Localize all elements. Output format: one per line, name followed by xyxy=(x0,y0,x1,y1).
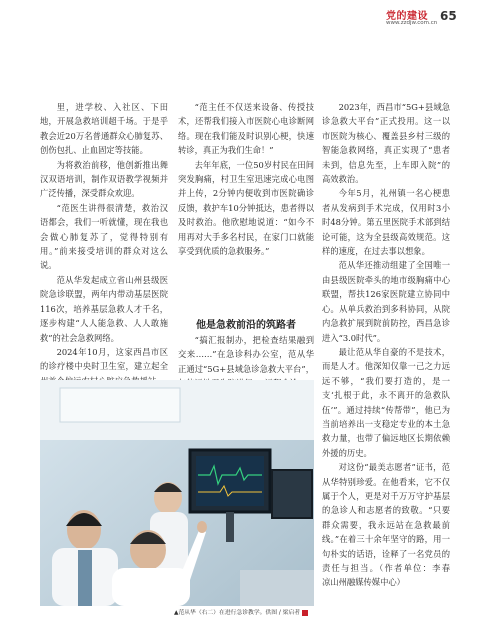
paragraph: 2023年，西昌市“5G+县域急诊急救大平台”正式投用。这一以市医院为核心、覆盖县乡村三级的智能急救网络，真正实现了“患者未到，信息先至，上车即入院”的高效救治。 xyxy=(322,102,450,185)
teaching-photo xyxy=(40,380,314,606)
paragraph: 范从华还推动组建了全国唯一由县级医院牵头的地市级胸痛中心联盟，帮扶126家医院建立协同中心。从单兵救治到多科协同，从院内急救扩展到院前防控，西昌急诊进入“3.0时代”。 xyxy=(322,260,450,343)
paragraph: 里，进学校、入社区、下田地，开展急救培训超千场。于是乎教会近20万名普通群众心肺复苏、创伤包扎、止血固定等技能。 xyxy=(40,102,168,156)
magazine-url: www.zzdjw.com.cn xyxy=(386,20,438,26)
paragraph: 范从华发起成立省山州县级医院急诊联盟，两年内带动基层医院116次，培养基层急救人才千名，逐步构建“人人能急救、人人敢施救”的社会急救网络。 xyxy=(40,274,168,343)
paragraph: “范主任不仅送来设备、传授技术，还帮我们接入市医院心电诊断网络。现在我们能及时识别心梗，快速转诊，真正为我们生命！” xyxy=(178,102,314,156)
column-1 xyxy=(40,100,168,388)
column-3 xyxy=(322,100,459,590)
paragraph: 最让范从华自豪的不是技术，而是人才。他深知仅靠一己之力远远不够，“我们要打造的，是一支‘扎根于此，永不离开的急救队伍’”。通过持续“传帮带”，他已为当前培养出一支稳定专业的本土急救力量，也带了偏远地区长期依赖外援的历史。 xyxy=(322,346,450,458)
photo-illustration xyxy=(40,380,314,606)
paragraph: 为将救治前移，他创新推出舞汉双语培训，制作双语教学视频并广泛传播，深受群众欢迎。 xyxy=(40,159,168,199)
page-header xyxy=(0,0,485,48)
paragraph: “搞汇报制办，把检查结果融到交来……”在急诊科办公室，范从华正通过“5G+县域急诊急救大平台”， xyxy=(178,335,314,374)
paragraph: “范医生讲得很清楚，救治汉语都会，我们一听就懂，现在我也会做心肺复苏了，觉得特别有用。”前来接受培训的群众对这么说。 xyxy=(40,202,168,271)
section-heading: 他是急救前沿的筑路者 xyxy=(196,320,296,331)
paragraph: 2024年10月，这家西昌市区的诊疗楼中央时卫生室，建立起全 xyxy=(40,346,168,372)
column-2 xyxy=(178,100,314,310)
caption-text: ▲范从华（右二）在进行急诊教学。供图 / 梁启者 xyxy=(174,610,301,616)
photo-caption xyxy=(174,607,314,616)
paragraph: 去年年底，一位50岁村民在田间突发胸痛，村卫生室迅速完成心电图并上传，2分钟内便收到市医院确诊反馈，救护车10分钟抵达，患者得以及时救治。他欣慰地说道：“如今不用再对大手多名村民，在家门口就能享受到优质的急救服务。” xyxy=(178,159,314,257)
paragraph: 今年5月，礼州镇一名心梗患者从发病到手术完成，仅用时3小时48分钟。第五里医院手术部到结论可能，这为全县级高效规范。这样的速度，在过去事以想象。 xyxy=(322,188,450,257)
end-mark-icon xyxy=(302,610,308,616)
paragraph: 对这份“最美志愿者”证书，范从华特别珍爱。在他看来，它不仅属于个人，更是对千万万守护基层的急诊人和志愿者的致敬。“只要群众需要，我永远站在急救最前线。”在着三十余年坚守的路，用一句朴实的话语，诠释了一名党员的责任与担当。（作者单位：李春 凉山州融媒传媒中心） xyxy=(322,462,459,588)
page-number: 65 xyxy=(440,9,457,23)
magazine-logo: 党的建设 xyxy=(386,11,428,22)
